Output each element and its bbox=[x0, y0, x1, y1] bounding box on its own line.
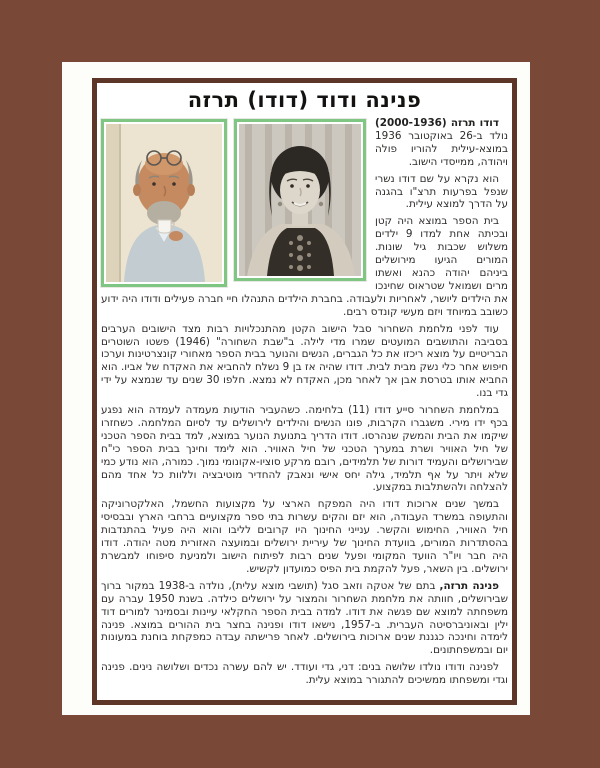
bio-paragraph-family: לפנינה ודודו נולדו שלושה בנים: דני, גדי ועודד. יש להם עשרה נכדים ושלושה נינים. פנינה וגדי ומשפחתו ממשיכים להתגורר במוצא עלית. bbox=[101, 661, 508, 687]
bio-paragraph-war-and-teaching: במלחמת השחרור סייע דודו (11) בלחימה. כשהעביר הודעות מעמדה לעמדה הוא נפגע בכף ידו מירי. משגברו הקרבות, פונו הנשים והילדים לירושלים עד לסיום המלחמה. כשחזרו שיקמו את הבית והמשק שנהרסו. דודו הדריך בתנועת הנוער במוצא, למד בבית הספר הטכני של חיל האוויר ושרת במערך הטכני של חיל האוויר. הוא לימד וחינך בבית הספר כי"ח שבירושלים והעמיד דורות של תלמידים, רובם מרקע סוציו-אקונומי נמוך. כמורה, הוא נודע כמי שלא ויתר על אף תלמיד, גילה יחס אישי ונאבק להחדיר מוטיבציה וללוות כל אחד מהם להצלחה ולהשתלבות במקצוע. bbox=[101, 404, 508, 494]
page-title: פנינה ודוד (דודו) תרזה bbox=[187, 88, 422, 112]
bio-paragraph-black-sabbath: עוד לפני מלחמת השחרור סבל הישוב הקטן מהתנכלויות רבות מצד הישובים הערבים בסביבה והתושבים המועטים שמרו מדי לילה. ב"שבת השחורה" (1946) פשטו השוטרים הבריטיים על מוצא ריכזו את כל הגברים, הנשים והנוער בבית הספר מאחורי קונצרטינות וערכו חיפוש אחר כלי נשק מבית לבית. דודו שהיה אז בן 9 נשלח להחביא את האקדח של אביו. הוא החביא אותו בטרסת אבן אך לאחר מכן, האקדח לא נמצא. חלפו 30 שנים עד שנמצא על ידי גדי בנו. bbox=[101, 322, 508, 400]
dudu-portrait-image bbox=[106, 124, 222, 282]
bio-paragraph-pnina: פנינה תרזה, בתם של אטקה וזאב סגל (תושבי מוצא עלית), נולדה ב-1938 במקור ברוך שבירושלים, חוותה את מלחמת השחרור והמצור על ירושלים כילדה. בשנת 1950 עברה עם משפחתה למוצא שם פגשה את דודו. למדה בבית הספר החקלאי עיינות ובסמינר למורים דוד ילין ובאוניברסיטה העברית. ב-1957, נישאו דודו ופנינה בחצר בית ההורים במוצא. פנינה לימדה וחינכה כגננת שנים ארוכות בירושלים. לאחר פרישתה עבדה כמפקחת בוחנת במעונות יום ובמשפחתונים. bbox=[101, 579, 508, 657]
bold-name-pnina: פנינה תרזה, bbox=[439, 579, 499, 592]
bio-paragraph-dudu-intro: דודו תרזה (2000-1936) נולד ב-26 באוקטובר 1936 במוצא-עילית להוריו פולה ויהודה, ממייסדי הישוב. bbox=[375, 117, 508, 168]
pnina-portrait-image bbox=[239, 124, 361, 276]
bio-paragraph-naming: הוא נקרא על שם דודו נשרי שנפל בפרעות תרצ"ו בהגנה על הדרך למוצא עילית. bbox=[375, 172, 508, 211]
scanned-page bbox=[62, 62, 530, 715]
photo-pnina-portrait bbox=[234, 119, 366, 281]
bio-paragraph-inspector: במשך שנים ארוכות דודו היה המפקח הארצי על מקצועות החשמל, האלקטרוניקה והתעופה במשרד העבודה, הוא יזם והקים עשרות בתי ספר מקצועיים ברחבי הארץ ובבסיסי חיל האוויר, החימוש והקשר. ענייני החינוך היו קרובים לליבו והוא היה פעיל בהתנדבות בהסתדרות המורים, בוועדת החינוך של עיריית ירושלים ובמועצה האזורית מטה יהודה. דודו היה חבר ויו"ר הוועד המקומי ופעל שנים רבות לפיתוח הישוב ולמניעת סיפוחו למבשרת ירושלים. בין השאר, פעל להקמת בית הפיס כמועדון לקשיש. bbox=[101, 498, 508, 575]
photo-dudu-portrait bbox=[101, 119, 227, 287]
bio-paragraph-school: בית הספר במוצא היה קטן ובכיתה אחת למדו 9 ילדים משלוש שכבות גיל שונות. המורים הגיעו מירושלים ביניהם יהודה כהנא ואשתו מרים ושמואל שטראוס שחינכו את הילדים ליושר, לאחריות ולעבודה. בחברת הילדים התנהלו חיי חברה פעילים ודודו היה ידוע כשובב במיוחד ויזם מעשי קונדס רבים. bbox=[101, 215, 508, 318]
bold-name-dudu: דודו תרזה (2000-1936) bbox=[375, 117, 499, 129]
portrait-photos bbox=[101, 119, 366, 287]
page-brown-frame bbox=[92, 78, 517, 705]
